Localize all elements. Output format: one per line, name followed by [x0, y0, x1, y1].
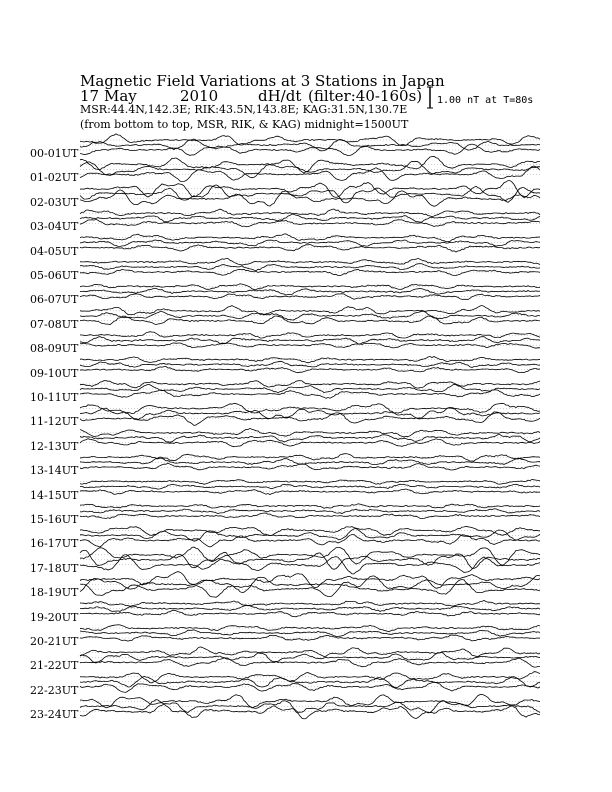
trace-RIK — [80, 550, 540, 569]
trace-MSR — [80, 190, 540, 206]
trace-MSR — [80, 439, 540, 447]
trace-KAG — [80, 428, 540, 437]
trace-RIK — [80, 384, 540, 392]
trace-KAG — [80, 306, 540, 316]
trace-KAG — [80, 572, 540, 589]
hour-label: 23-24UT — [30, 708, 79, 722]
trace-KAG — [80, 332, 540, 338]
trace-KAG — [80, 479, 540, 484]
date-day: 17 — [80, 87, 100, 105]
hour-label: 11-12UT — [30, 415, 79, 429]
hour-label: 01-02UT — [30, 171, 79, 185]
trace-RIK — [80, 630, 540, 637]
trace-MSR — [80, 513, 540, 519]
trace-MSR — [80, 343, 540, 348]
hour-label: 13-14UT — [30, 464, 79, 478]
trace-KAG — [80, 601, 540, 607]
trace-KAG — [80, 526, 540, 535]
stations-line: MSR:44.4N,142.3E; RIK:43.5N,143.8E; KAG:31.5N,130.7E — [80, 103, 408, 116]
hour-label: 00-01UT — [30, 147, 79, 160]
trace-RIK — [80, 509, 540, 514]
hour-label: 03-04UT — [30, 220, 79, 234]
hour-label: 04-05UT — [30, 244, 79, 258]
hour-label: 22-23UT — [30, 683, 79, 697]
trace-KAG — [80, 258, 540, 265]
date-month: May — [104, 87, 137, 105]
hour-label: 20-21UT — [30, 635, 79, 648]
trace-MSR — [80, 269, 540, 275]
trace-MSR — [80, 294, 540, 300]
order-line: (from bottom to top, MSR, RIK, & KAG) midnight=1500UT — [80, 118, 409, 131]
trace-MSR — [80, 245, 540, 253]
trace-RIK — [80, 264, 540, 271]
trace-MSR — [80, 682, 540, 692]
hour-label: 16-17UT — [30, 537, 79, 551]
filter-label: (filter:40-160s) — [308, 87, 423, 105]
hour-label: 06-07UT — [30, 293, 79, 307]
hour-label: 17-18UT — [30, 561, 79, 575]
trace-KAG — [80, 547, 540, 565]
traces — [80, 134, 540, 719]
trace-KAG — [80, 647, 540, 657]
trace-KAG — [80, 672, 540, 683]
chart-title: Magnetic Field Variations at 3 Stations in Japan — [80, 72, 445, 90]
trace-MSR — [80, 658, 540, 667]
hour-label: 14-15UT — [30, 488, 79, 502]
hour-label: 15-16UT — [30, 513, 79, 526]
trace-KAG — [80, 504, 540, 509]
date-year: 2010 — [180, 87, 219, 105]
trace-MSR — [80, 463, 540, 470]
hour-label: 10-11UT — [30, 391, 79, 404]
trace-RIK — [80, 435, 540, 443]
hour-label: 02-03UT — [30, 195, 79, 209]
trace-RIK — [80, 288, 540, 295]
hour-label: 18-19UT — [30, 586, 79, 600]
trace-KAG — [80, 209, 540, 217]
trace-MSR — [80, 316, 540, 325]
scale-label: 1.00 nT at T=80s — [437, 95, 534, 106]
trace-KAG — [80, 284, 540, 290]
hour-label: 08-09UT — [30, 342, 79, 356]
hour-label: 21-22UT — [30, 659, 79, 673]
scale-bar — [427, 87, 433, 108]
trace-MSR — [80, 489, 540, 495]
hour-label: 09-10UT — [30, 366, 79, 380]
hour-label: 12-13UT — [30, 439, 79, 453]
quantity-label: dH/dt — [258, 87, 302, 105]
hour-label: 07-08UT — [30, 317, 79, 331]
hour-label: 19-20UT — [30, 610, 79, 624]
trace-MSR — [80, 166, 540, 181]
trace-KAG — [80, 156, 540, 173]
hour-label: 05-06UT — [30, 269, 79, 282]
